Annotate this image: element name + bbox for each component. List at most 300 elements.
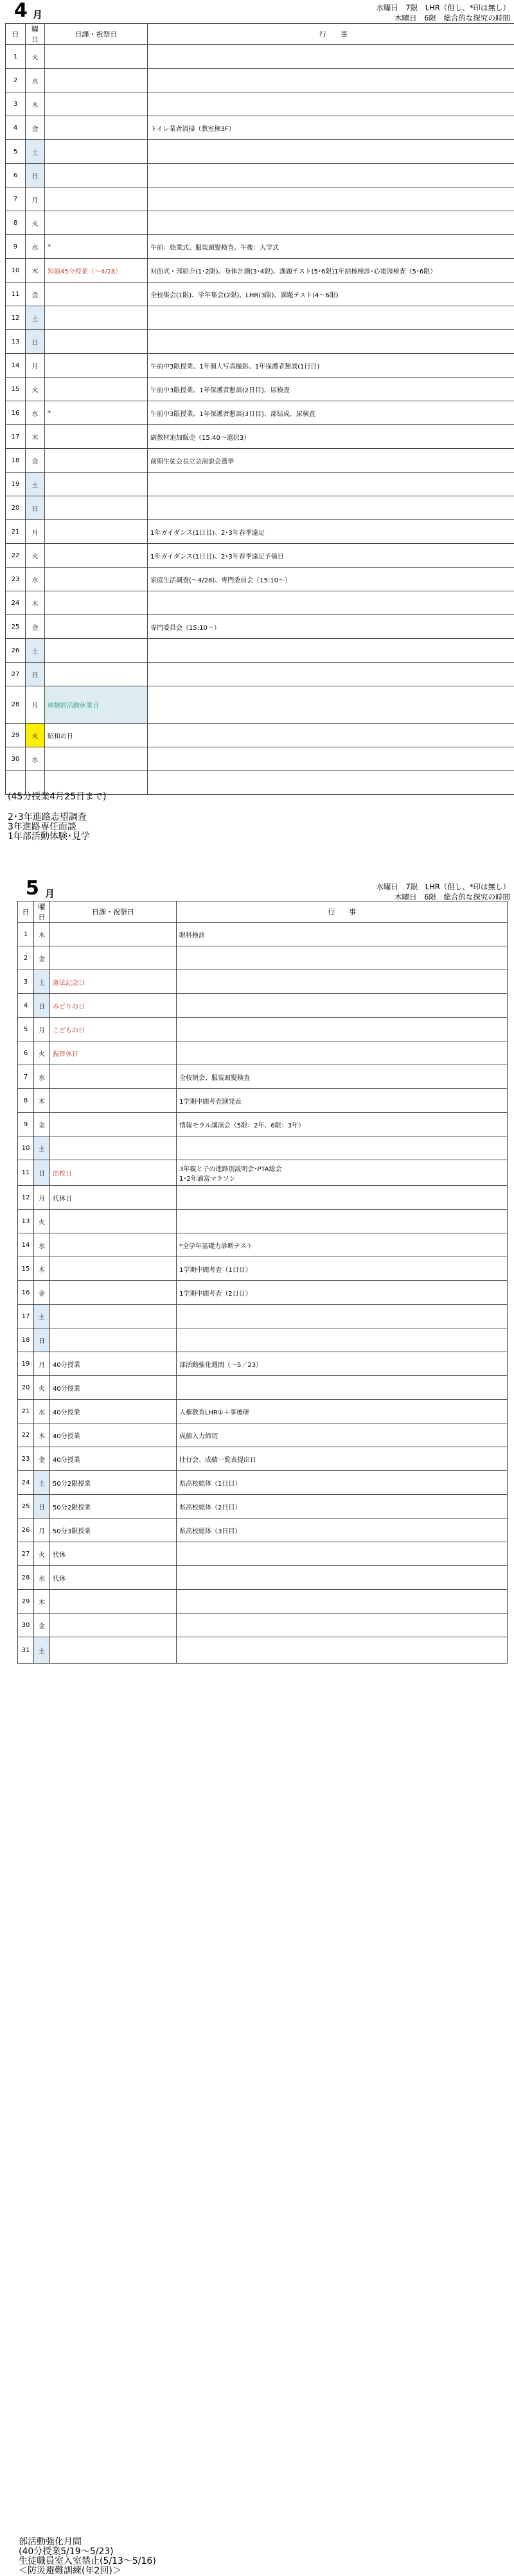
holiday-cell (50, 1257, 177, 1281)
weekday-cell: 日 (26, 663, 45, 686)
day-row (18, 970, 508, 994)
may-month-number: 5 (26, 878, 39, 900)
day-row (6, 449, 514, 473)
blank-cell (6, 771, 26, 795)
day-row (18, 923, 508, 946)
day-row (18, 1160, 508, 1186)
event-cell (177, 1160, 508, 1186)
no-lhr-mark: * (48, 410, 51, 417)
event-cell: 1学期中間考査割発表 (177, 1089, 508, 1113)
event-cell (148, 306, 514, 330)
holiday-cell (45, 330, 148, 354)
holiday-cell (50, 1566, 177, 1590)
event-cell (177, 1305, 508, 1328)
holiday-text: 代休日 (53, 1196, 72, 1203)
day-row (6, 520, 514, 544)
day-number: 3 (6, 92, 26, 116)
day-row (6, 235, 514, 259)
holiday-cell (45, 45, 148, 69)
holiday-cell (45, 686, 148, 724)
event-cell (177, 1590, 508, 1614)
day-number: 3 (18, 970, 34, 994)
weekday-cell: 火 (26, 211, 45, 235)
holiday-text: 昭和の日 (48, 733, 73, 740)
day-row (18, 1519, 508, 1542)
col-header-weekday: 曜日 (34, 901, 50, 923)
weekday-cell: 火 (26, 378, 45, 401)
holiday-cell (45, 187, 148, 211)
weekday-cell: 木 (34, 1590, 50, 1614)
holiday-cell (45, 378, 148, 401)
event-cell (148, 724, 514, 747)
event-cell (148, 164, 514, 187)
day-number: 24 (18, 1471, 34, 1495)
weekday-cell: 土 (34, 970, 50, 994)
day-row (18, 946, 508, 970)
may-note-thursday: 木曜日 6限 総合的な探究の時間 (394, 892, 510, 902)
event-cell: 情報モラル講演会（5限：2年、6限：3年） (177, 1113, 508, 1136)
day-number: 14 (6, 354, 26, 378)
weekday-cell: 金 (34, 946, 50, 970)
event-cell (177, 1637, 508, 1664)
holiday-cell (45, 283, 148, 306)
holiday-text: 体験的活動休業日 (48, 702, 99, 709)
day-number: 28 (6, 686, 26, 724)
holiday-text: 50分3限授業 (53, 1528, 91, 1535)
event-cell: 1年ガイダンス(1日目)、2･3年春季遠足 (148, 520, 514, 544)
holiday-cell (45, 306, 148, 330)
holiday-text: 振替休日 (53, 1051, 78, 1058)
event-cell: 県高校総体（1日目） (177, 1471, 508, 1495)
day-number: 28 (18, 1566, 34, 1590)
weekday-cell: 土 (26, 639, 45, 663)
weekday-cell: 水 (26, 568, 45, 591)
april-month-number: 4 (14, 0, 28, 22)
weekday-cell: 金 (34, 1281, 50, 1305)
may-footer-line: (40分授業5/19～5/23) (19, 2547, 156, 2557)
event-cell: 1学期中間考査（1日目） (177, 1257, 508, 1281)
weekday-cell: 木 (34, 923, 50, 946)
day-row (6, 187, 514, 211)
day-row (6, 591, 514, 615)
holiday-cell (45, 449, 148, 473)
event-cell: 全校朝会、服装頭髪検査 (177, 1065, 508, 1089)
holiday-cell (50, 1590, 177, 1614)
day-number: 25 (6, 615, 26, 639)
may-footer-line: 部活動強化月間 (19, 2537, 156, 2547)
holiday-text: 50分2限授業 (53, 1481, 91, 1488)
april-header (0, 0, 514, 23)
event-cell (177, 1186, 508, 1210)
day-number: 16 (6, 401, 26, 425)
event-cell: 家庭生活調査(～4/28)、専門委員会（15:10～） (148, 568, 514, 591)
holiday-cell (45, 663, 148, 686)
weekday-cell: 火 (26, 724, 45, 747)
event-cell: 午前：始業式、服装頭髪検査、午後：入学式 (148, 235, 514, 259)
day-number: 18 (6, 449, 26, 473)
event-cell (148, 69, 514, 92)
day-number: 19 (6, 473, 26, 496)
holiday-cell (50, 1542, 177, 1566)
day-number: 2 (18, 946, 34, 970)
event-cell: 県高校総体（2日目） (177, 1495, 508, 1519)
weekday-cell: 火 (34, 1376, 50, 1400)
event-cell (177, 1136, 508, 1160)
event-cell (148, 140, 514, 164)
event-cell (148, 45, 514, 69)
event-cell: 全校集会(1限)、学年集会(2限)、LHR(3限)、課題テスト(4～6限) (148, 283, 514, 306)
day-number: 26 (6, 639, 26, 663)
weekday-cell: 土 (34, 1136, 50, 1160)
day-row (18, 1018, 508, 1041)
day-row (6, 724, 514, 747)
april-footer-notes (8, 792, 106, 842)
weekday-cell: 月 (26, 354, 45, 378)
weekday-cell: 月 (34, 1519, 50, 1542)
holiday-text: 代休 (53, 1576, 66, 1583)
day-row (18, 1210, 508, 1233)
day-row (18, 1447, 508, 1471)
day-row (6, 116, 514, 140)
weekday-cell: 日 (34, 1328, 50, 1352)
day-number: 23 (18, 1447, 34, 1471)
day-row (18, 1233, 508, 1257)
day-row (6, 69, 514, 92)
event-cell: 人権教育LHR①＋事後研 (177, 1400, 508, 1423)
day-row (6, 211, 514, 235)
holiday-cell (50, 946, 177, 970)
event-cell (148, 473, 514, 496)
holiday-cell (50, 1637, 177, 1664)
weekday-cell: 火 (26, 45, 45, 69)
holiday-cell (50, 994, 177, 1018)
event-cell: 成績入力締切 (177, 1423, 508, 1447)
weekday-cell: 水 (26, 69, 45, 92)
day-row (6, 283, 514, 306)
day-number: 8 (18, 1089, 34, 1113)
day-number: 6 (6, 164, 26, 187)
day-number: 7 (18, 1065, 34, 1089)
event-line: 3年親と子の進路別説明会･PTA総会 (179, 1163, 504, 1173)
holiday-cell (45, 724, 148, 747)
day-number: 5 (18, 1018, 34, 1041)
holiday-cell (45, 747, 148, 771)
weekday-cell: 土 (26, 140, 45, 164)
weekday-cell: 金 (34, 1447, 50, 1471)
event-cell (148, 330, 514, 354)
april-schedule-table (5, 23, 514, 795)
april-footer-line: 3年進路専任面談 (8, 822, 106, 832)
col-header-date: 日 (18, 901, 34, 923)
weekday-cell: 日 (34, 994, 50, 1018)
holiday-cell (50, 1113, 177, 1136)
april-footer-line: 2･3年進路志望調査 (8, 813, 106, 822)
holiday-cell (50, 1065, 177, 1089)
holiday-text: 40分授業 (53, 1386, 80, 1393)
event-cell (177, 1566, 508, 1590)
day-row (6, 378, 514, 401)
day-number: 5 (6, 140, 26, 164)
day-number: 2 (6, 69, 26, 92)
event-cell (177, 1376, 508, 1400)
weekday-cell: 月 (26, 686, 45, 724)
day-row (18, 1113, 508, 1136)
col-header-weekday: 曜日 (26, 24, 45, 45)
day-number: 15 (6, 378, 26, 401)
event-cell (177, 1328, 508, 1352)
holiday-cell (45, 544, 148, 568)
day-row (18, 1186, 508, 1210)
day-row (6, 164, 514, 187)
day-row (18, 994, 508, 1018)
event-cell (177, 1614, 508, 1637)
day-row (6, 140, 514, 164)
day-row (6, 45, 514, 69)
day-row (18, 1542, 508, 1566)
holiday-cell (50, 1614, 177, 1637)
day-number: 22 (18, 1423, 34, 1447)
day-row (18, 1637, 508, 1664)
holiday-cell (50, 1136, 177, 1160)
may-month-unit: 月 (45, 887, 55, 900)
day-number: 4 (18, 994, 34, 1018)
holiday-cell (50, 923, 177, 946)
holiday-cell (45, 496, 148, 520)
holiday-cell (45, 615, 148, 639)
weekday-cell: 金 (26, 449, 45, 473)
holiday-cell (45, 92, 148, 116)
event-cell (148, 591, 514, 615)
weekday-cell: 水 (34, 1065, 50, 1089)
april-month-unit: 月 (33, 8, 42, 21)
col-header-event: 行 事 (177, 901, 508, 923)
event-cell: トイレ業者清掃（教室棟3F） (148, 116, 514, 140)
weekday-cell: 火 (34, 1542, 50, 1566)
event-cell: 部活動強化週間（～5／23） (177, 1352, 508, 1376)
holiday-cell (50, 1018, 177, 1041)
weekday-cell: 火 (34, 1210, 50, 1233)
holiday-cell (50, 970, 177, 994)
day-number: 20 (6, 496, 26, 520)
day-row (6, 615, 514, 639)
weekday-cell: 金 (26, 615, 45, 639)
holiday-cell (45, 401, 148, 425)
day-number: 10 (6, 259, 26, 283)
event-cell (148, 92, 514, 116)
may-header (0, 870, 514, 893)
holiday-cell (50, 1471, 177, 1495)
col-header-holiday: 日課・祝祭日 (50, 901, 177, 923)
weekday-cell: 水 (26, 747, 45, 771)
holiday-cell (45, 520, 148, 544)
day-number: 29 (18, 1590, 34, 1614)
weekday-cell: 木 (34, 1423, 50, 1447)
day-row (18, 1257, 508, 1281)
day-number: 22 (6, 544, 26, 568)
day-row (6, 330, 514, 354)
day-row (18, 1065, 508, 1089)
event-cell (177, 1018, 508, 1041)
holiday-text: 憲法記念日 (53, 980, 85, 987)
april-note-thursday: 木曜日 6限 総合的な探究の時間 (394, 13, 510, 23)
weekday-cell: 月 (34, 1352, 50, 1376)
day-row (6, 639, 514, 663)
day-number: 24 (6, 591, 26, 615)
weekday-cell: 木 (26, 259, 45, 283)
weekday-cell: 土 (34, 1637, 50, 1664)
holiday-cell (50, 1186, 177, 1210)
day-number: 21 (6, 520, 26, 544)
weekday-cell: 日 (26, 330, 45, 354)
event-cell: 副教材追加販売（15:40～選択3） (148, 425, 514, 449)
day-number: 31 (18, 1637, 34, 1664)
day-row (6, 686, 514, 724)
day-number: 27 (18, 1542, 34, 1566)
weekday-cell: 木 (34, 1089, 50, 1113)
event-cell (148, 496, 514, 520)
day-number: 11 (6, 283, 26, 306)
weekday-cell: 木 (26, 425, 45, 449)
col-header-date: 日 (6, 24, 26, 45)
april-footer-line: (45分授業4月25日まで) (8, 792, 106, 802)
holiday-cell (45, 354, 148, 378)
holiday-cell (45, 473, 148, 496)
weekday-cell: 水 (26, 401, 45, 425)
blank-cell (26, 771, 45, 795)
event-cell (148, 747, 514, 771)
event-cell: *全学年基礎力診断テスト (177, 1233, 508, 1257)
day-row (6, 568, 514, 591)
may-header-row (18, 901, 508, 923)
event-cell (177, 1542, 508, 1566)
day-row (18, 1471, 508, 1495)
weekday-cell: 土 (26, 473, 45, 496)
day-row (18, 1590, 508, 1614)
april-footer-line: 1年部活動体験･見学 (8, 832, 106, 842)
holiday-cell (45, 140, 148, 164)
holiday-cell (50, 1519, 177, 1542)
may-footer-line: ＜防災避難訓練(年2回)＞ (19, 2566, 156, 2576)
event-cell (177, 1210, 508, 1233)
day-number: 9 (6, 235, 26, 259)
holiday-cell (50, 1233, 177, 1257)
event-cell (177, 946, 508, 970)
weekday-cell: 水 (34, 1400, 50, 1423)
weekday-cell: 金 (26, 116, 45, 140)
weekday-cell: 月 (26, 520, 45, 544)
holiday-cell (50, 1447, 177, 1471)
day-row (18, 1376, 508, 1400)
day-row (18, 1041, 508, 1065)
holiday-cell (45, 164, 148, 187)
holiday-text: 50分2限授業 (53, 1504, 91, 1511)
event-cell (177, 994, 508, 1018)
holiday-cell (45, 591, 148, 615)
day-row (6, 92, 514, 116)
day-row (18, 1400, 508, 1423)
day-row (18, 1089, 508, 1113)
day-row (18, 1352, 508, 1376)
event-cell: 対面式・部紹介(1･2限)、身体計測(3･4限)、課題テスト(5･6限)1年結核検診･心電図検査（5･6限） (148, 259, 514, 283)
weekday-cell: 月 (34, 1018, 50, 1041)
blank-cell (45, 771, 148, 795)
event-cell: 1年ガイダンス(1日目)、2･3年春季遠足予備日 (148, 544, 514, 568)
day-number: 16 (18, 1281, 34, 1305)
day-number: 30 (6, 747, 26, 771)
day-number: 6 (18, 1041, 34, 1065)
day-row (6, 306, 514, 330)
weekday-cell: 木 (26, 92, 45, 116)
day-number: 13 (18, 1210, 34, 1233)
day-number: 4 (6, 116, 26, 140)
weekday-cell: 土 (34, 1305, 50, 1328)
may-schedule-table (17, 901, 508, 1664)
event-cell: 午前中3限授業、1年保護者懇談(2日目)、尿検査 (148, 378, 514, 401)
day-number: 30 (18, 1614, 34, 1637)
col-header-holiday: 日課・祝祭日 (45, 24, 148, 45)
day-number: 17 (18, 1305, 34, 1328)
weekday-cell: 日 (26, 164, 45, 187)
weekday-cell: 月 (34, 1186, 50, 1210)
col-header-event: 行 事 (148, 24, 514, 45)
may-sheet (0, 870, 514, 893)
holiday-text: こどもの日 (53, 1027, 85, 1034)
weekday-cell: 水 (34, 1233, 50, 1257)
day-row (6, 747, 514, 771)
day-row (18, 1423, 508, 1447)
day-row (18, 1305, 508, 1328)
weekday-cell: 火 (34, 1041, 50, 1065)
holiday-cell (50, 1041, 177, 1065)
day-number: 20 (18, 1376, 34, 1400)
day-number: 27 (6, 663, 26, 686)
event-cell: 専門委員会（15:10～） (148, 615, 514, 639)
event-line: 1･2年浦富マラソン (179, 1173, 504, 1183)
blank-row (6, 771, 514, 795)
day-row (6, 544, 514, 568)
holiday-cell (45, 639, 148, 663)
holiday-text: みどりの日 (53, 1004, 85, 1011)
event-cell: 午前中3限授業、1年個人写真撮影、1年保護者懇談(1日目) (148, 354, 514, 378)
day-row (18, 1495, 508, 1519)
day-row (6, 401, 514, 425)
weekday-cell: 木 (34, 1257, 50, 1281)
weekday-cell: 日 (34, 1160, 50, 1186)
weekday-cell: 日 (34, 1495, 50, 1519)
day-number: 26 (18, 1519, 34, 1542)
event-cell: 1学期中間考査（2日目） (177, 1281, 508, 1305)
holiday-cell (45, 425, 148, 449)
april-header-row (6, 24, 514, 45)
holiday-cell (50, 1495, 177, 1519)
day-number: 19 (18, 1352, 34, 1376)
holiday-text: 40分授業 (53, 1457, 80, 1464)
day-row (6, 425, 514, 449)
day-row (6, 663, 514, 686)
weekday-cell: 金 (34, 1614, 50, 1637)
day-number: 25 (18, 1495, 34, 1519)
weekday-cell: 土 (26, 306, 45, 330)
weekday-cell: 水 (26, 235, 45, 259)
weekday-cell: 月 (26, 187, 45, 211)
event-cell: 午前中3限授業、1年保護者懇談(3日目)、部結成、尿検査 (148, 401, 514, 425)
event-cell (148, 211, 514, 235)
day-number: 7 (6, 187, 26, 211)
holiday-cell (45, 211, 148, 235)
day-number: 21 (18, 1400, 34, 1423)
day-row (18, 1328, 508, 1352)
day-number: 29 (6, 724, 26, 747)
